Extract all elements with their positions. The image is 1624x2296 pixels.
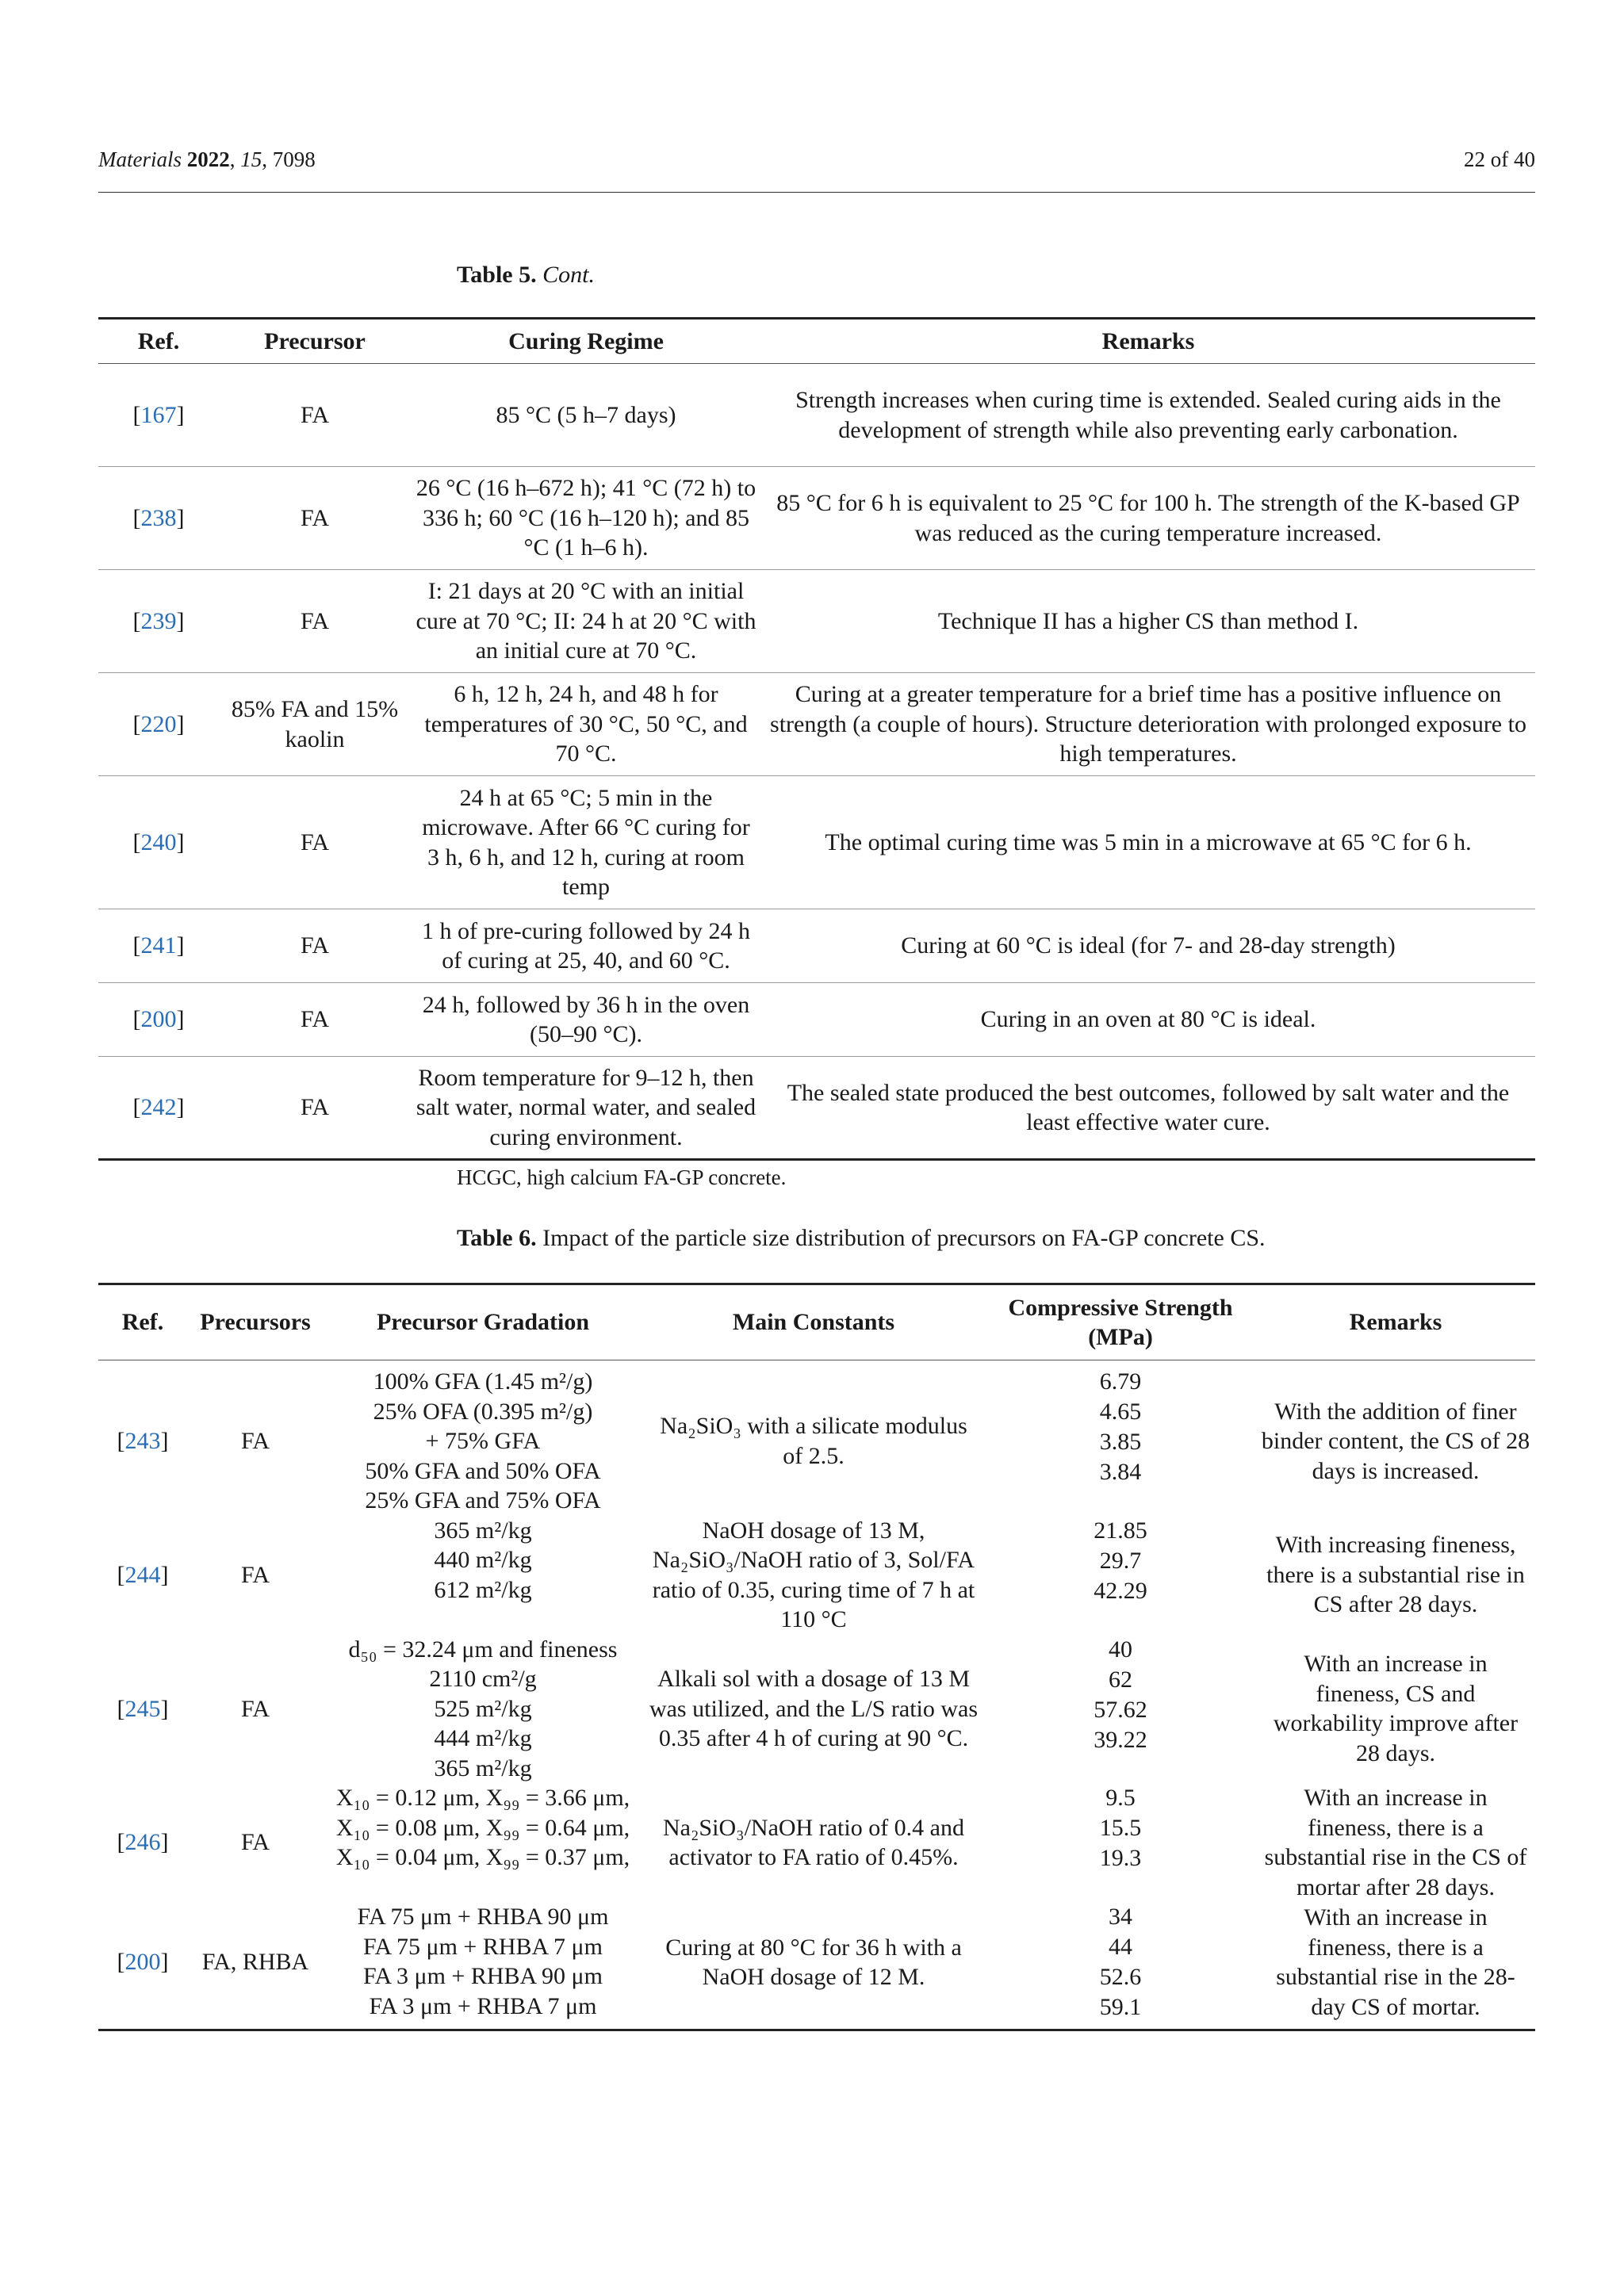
curing-cell: Room temperature for 9–12 h, then salt water, normal water, and sealed curing environment. xyxy=(416,1064,756,1150)
table-row xyxy=(98,1783,1535,1902)
ref-cell: [246] xyxy=(117,1829,169,1856)
gradation-cell xyxy=(324,1635,642,1784)
gradation-line: FA 3 μm + RHBA 7 μm xyxy=(369,1992,597,2019)
constants-cell: Na₂SiO₃/NaOH ratio of 0.4 and activator to FA ratio of 0.45%. xyxy=(662,1814,964,1870)
precursor-cell: FA xyxy=(219,983,411,1057)
constants-cell: Curing at 80 °C for 36 h with a NaOH dosage of 12 M. xyxy=(665,1934,962,1990)
reference-link[interactable]: 167 xyxy=(140,401,177,428)
gradation-line: + 75% GFA xyxy=(425,1428,541,1454)
table-row xyxy=(98,1516,1535,1635)
gradation-line: 440 m²/kg xyxy=(434,1547,532,1573)
precursor-cell: FA xyxy=(219,909,411,983)
page-header xyxy=(98,147,1535,172)
strength-value: 62 xyxy=(1109,1666,1132,1693)
strength-value: 6.79 xyxy=(1099,1368,1142,1395)
table5-header-row xyxy=(98,319,1535,364)
curing-cell: 26 °C (16 h–672 h); 41 °C (72 h) to 336 h; 60 °C (16 h–120 h); and 85 °C (1 h–6 h). xyxy=(411,467,761,570)
ref-cell: [220] xyxy=(98,673,219,776)
column-header: Main Constants xyxy=(642,1284,985,1360)
precursor-cell: FA xyxy=(219,364,411,467)
table-row xyxy=(98,1057,1535,1160)
column-header: Compressive Strength (MPa) xyxy=(985,1284,1256,1360)
precursor-cell: FA xyxy=(240,1829,270,1856)
strength-value: 4.65 xyxy=(1099,1399,1142,1425)
precursor-cell: 85% FA and 15% kaolin xyxy=(219,673,411,776)
table6-header-row xyxy=(98,1284,1535,1360)
strength-cell xyxy=(985,1360,1256,1516)
gradation-line: 444 m²/kg xyxy=(434,1725,532,1751)
ref-cell: [239] xyxy=(98,570,219,673)
strength-value: 9.5 xyxy=(1105,1785,1136,1811)
ref-cell: [241] xyxy=(98,909,219,983)
remarks-cell: Strength increases when curing time is extended. Sealed curing aids in the development of strength while also preventing early carbonation. xyxy=(761,364,1535,467)
gradation-line: 100% GFA (1.45 m²/g) xyxy=(373,1368,593,1395)
strength-cell xyxy=(985,1635,1256,1784)
table5 xyxy=(98,317,1535,1161)
strength-value: 19.3 xyxy=(1099,1845,1142,1871)
strength-value: 15.5 xyxy=(1099,1815,1142,1841)
gradation-line: 365 m²/kg xyxy=(434,1517,532,1544)
gradation-line: X₁₀ = 0.04 μm, X₉₉ = 0.37 μm, xyxy=(335,1844,630,1870)
constants-cell: NaOH dosage of 13 M, Na₂SiO₃/NaOH ratio of 3, Sol/FA ratio of 0.35, curing time of 7 h at 110 °C xyxy=(652,1517,975,1632)
table6 xyxy=(98,1283,1535,2031)
strength-value: 59.1 xyxy=(1099,1994,1142,2020)
curing-cell: 1 h of pre-curing followed by 24 h of curing at 25, 40, and 60 °C. xyxy=(411,909,761,983)
gradation-cell xyxy=(324,1516,642,1635)
ref-cell: [244] xyxy=(117,1561,169,1588)
column-header: Remarks xyxy=(761,319,1535,364)
gradation-line: 365 m²/kg xyxy=(434,1755,532,1781)
table6-caption: Table 6. Impact of the particle size distribution of precursors on FA-GP concrete CS. xyxy=(457,1225,1266,1251)
gradation-line: 525 m²/kg xyxy=(434,1695,532,1722)
strength-value: 21.85 xyxy=(1094,1517,1147,1544)
table-row xyxy=(98,364,1535,467)
gradation-line: FA 75 μm + RHBA 90 μm xyxy=(357,1904,609,1930)
table-row xyxy=(98,776,1535,909)
header-divider xyxy=(98,192,1535,193)
column-header: Remarks xyxy=(1256,1284,1535,1360)
table5-caption: Table 5. Cont. xyxy=(457,262,595,288)
remarks-cell: With increasing fineness, there is a substantial rise in CS after 28 days. xyxy=(1266,1532,1525,1618)
precursor-cell: FA xyxy=(240,1695,270,1722)
curing-cell: 85 °C (5 h–7 days) xyxy=(411,364,761,467)
ref-cell: [245] xyxy=(117,1695,169,1722)
curing-cell: 6 h, 12 h, 24 h, and 48 h for temperatures of 30 °C, 50 °C, and 70 °C. xyxy=(411,673,761,776)
table-row xyxy=(98,570,1535,673)
gradation-line: 25% GFA and 75% OFA xyxy=(365,1487,601,1513)
remarks-cell: With the addition of finer binder content, the CS of 28 days is increased. xyxy=(1261,1398,1530,1484)
curing-cell: 24 h at 65 °C; 5 min in the microwave. After 66 °C curing for 3 h, 6 h, and 12 h, curing at room temp xyxy=(411,776,761,909)
ref-cell: [238] xyxy=(98,467,219,570)
table-row xyxy=(98,467,1535,570)
table5-footnote: HCGC, high calcium FA-GP concrete. xyxy=(457,1165,787,1189)
gradation-line: 25% OFA (0.395 m²/g) xyxy=(373,1398,593,1425)
precursor-cell: FA xyxy=(219,467,411,570)
remarks-cell: Curing at 60 °C is ideal (for 7- and 28-day strength) xyxy=(761,909,1535,983)
reference-link[interactable]: 243 xyxy=(124,1428,161,1454)
table-row xyxy=(98,983,1535,1057)
gradation-line: X₁₀ = 0.12 μm, X₉₉ = 3.66 μm, xyxy=(335,1785,630,1811)
ref-cell: [243] xyxy=(117,1428,169,1454)
gradation-line: FA 75 μm + RHBA 7 μm xyxy=(363,1933,603,1960)
strength-cell xyxy=(985,1516,1256,1635)
remarks-cell: The sealed state produced the best outcomes, followed by salt water and the least effective water cure. xyxy=(787,1079,1510,1135)
precursor-cell: FA xyxy=(240,1561,270,1588)
gradation-cell xyxy=(324,1783,642,1902)
strength-value: 29.7 xyxy=(1099,1547,1142,1574)
precursor-cell: FA, RHBA xyxy=(201,1949,309,1976)
remarks-cell: With an increase in fineness, CS and workability improve after 28 days. xyxy=(1273,1651,1519,1766)
column-header: Precursor xyxy=(219,319,411,364)
gradation-line: FA 3 μm + RHBA 90 μm xyxy=(363,1963,603,1989)
strength-value: 39.22 xyxy=(1094,1726,1147,1753)
reference-link[interactable]: 238 xyxy=(140,504,177,531)
strength-value: 3.84 xyxy=(1099,1459,1142,1485)
strength-cell xyxy=(985,1902,1256,2030)
strength-value: 42.29 xyxy=(1094,1577,1147,1604)
column-header: Precursor Gradation xyxy=(324,1284,642,1360)
gradation-cell xyxy=(324,1360,642,1516)
strength-cell xyxy=(985,1783,1256,1902)
ref-cell: [240] xyxy=(98,776,219,909)
reference-link[interactable]: 245 xyxy=(124,1695,161,1722)
table-row xyxy=(98,1360,1535,1516)
curing-cell: I: 21 days at 20 °C with an initial cure at 70 °C; II: 24 h at 20 °C with an initial cure at 70 °C. xyxy=(411,570,761,673)
reference-link[interactable]: 239 xyxy=(140,607,177,634)
precursor-cell: FA xyxy=(240,1428,270,1454)
precursor-cell: FA xyxy=(219,776,411,909)
table-row xyxy=(98,673,1535,776)
ref-cell: [200] xyxy=(117,1949,169,1976)
precursor-cell: FA xyxy=(300,1094,330,1121)
table-row xyxy=(98,909,1535,983)
journal-citation: Materials 2022, 15, 7098 xyxy=(98,147,316,171)
remarks-cell: The optimal curing time was 5 min in a microwave at 65 °C for 6 h. xyxy=(761,776,1535,909)
remarks-cell: With an increase in fineness, there is a substantial rise in the CS of mortar after 28 days. xyxy=(1264,1785,1527,1900)
reference-link[interactable]: 200 xyxy=(140,1006,177,1033)
strength-value: 44 xyxy=(1109,1934,1132,1960)
ref-cell: [242] xyxy=(132,1094,185,1121)
strength-value: 34 xyxy=(1109,1904,1132,1930)
precursor-cell: FA xyxy=(219,570,411,673)
column-header: Precursors xyxy=(187,1284,324,1360)
remarks-cell: 85 °C for 6 h is equivalent to 25 °C for 100 h. The strength of the K-based GP was reduced as the curing temperature increased. xyxy=(761,467,1535,570)
page-number: 22 of 40 xyxy=(1464,147,1535,171)
reference-link[interactable]: 242 xyxy=(140,1094,177,1121)
strength-value: 40 xyxy=(1109,1636,1132,1663)
strength-value: 52.6 xyxy=(1099,1964,1142,1990)
ref-cell: [167] xyxy=(98,364,219,467)
gradation-line: d₅₀ = 32.24 μm and fineness xyxy=(348,1636,618,1663)
reference-link[interactable]: 200 xyxy=(124,1949,161,1976)
reference-link[interactable]: 244 xyxy=(124,1561,161,1588)
strength-value: 57.62 xyxy=(1094,1696,1147,1723)
remarks-cell: Technique II has a higher CS than method I. xyxy=(761,570,1535,673)
reference-link[interactable]: 241 xyxy=(140,932,177,959)
gradation-line: X₁₀ = 0.08 μm, X₉₉ = 0.64 μm, xyxy=(335,1814,630,1841)
column-header: Ref. xyxy=(98,1284,187,1360)
remarks-cell: Curing at a greater temperature for a brief time has a positive influence on strength (a couple of hours). Structure deterioration with prolonged exposure to high temperatures. xyxy=(761,673,1535,776)
gradation-line: 612 m²/kg xyxy=(434,1576,532,1603)
column-header: Curing Regime xyxy=(411,319,761,364)
curing-cell: 24 h, followed by 36 h in the oven (50–90 °C). xyxy=(411,983,761,1057)
strength-value: 3.85 xyxy=(1099,1429,1142,1455)
remarks-cell: Curing in an oven at 80 °C is ideal. xyxy=(761,983,1535,1057)
constants-cell: Na₂SiO₃ with a silicate modulus of 2.5. xyxy=(660,1413,967,1469)
table-row xyxy=(98,1635,1535,1784)
table-row xyxy=(98,1902,1535,2030)
ref-cell: [200] xyxy=(98,983,219,1057)
gradation-line: 2110 cm²/g xyxy=(429,1666,537,1692)
remarks-cell: With an increase in fineness, there is a substantial rise in the 28-day CS of mortar. xyxy=(1276,1904,1515,2020)
column-header: Ref. xyxy=(98,319,219,364)
constants-cell: Alkali sol with a dosage of 13 M was utilized, and the L/S ratio was 0.35 after 4 h of curing at 90 °C. xyxy=(649,1666,979,1751)
reference-link[interactable]: 240 xyxy=(140,828,177,855)
reference-link[interactable]: 220 xyxy=(140,710,177,737)
gradation-line: 50% GFA and 50% OFA xyxy=(365,1457,601,1484)
reference-link[interactable]: 246 xyxy=(124,1829,161,1856)
gradation-cell xyxy=(324,1902,642,2030)
